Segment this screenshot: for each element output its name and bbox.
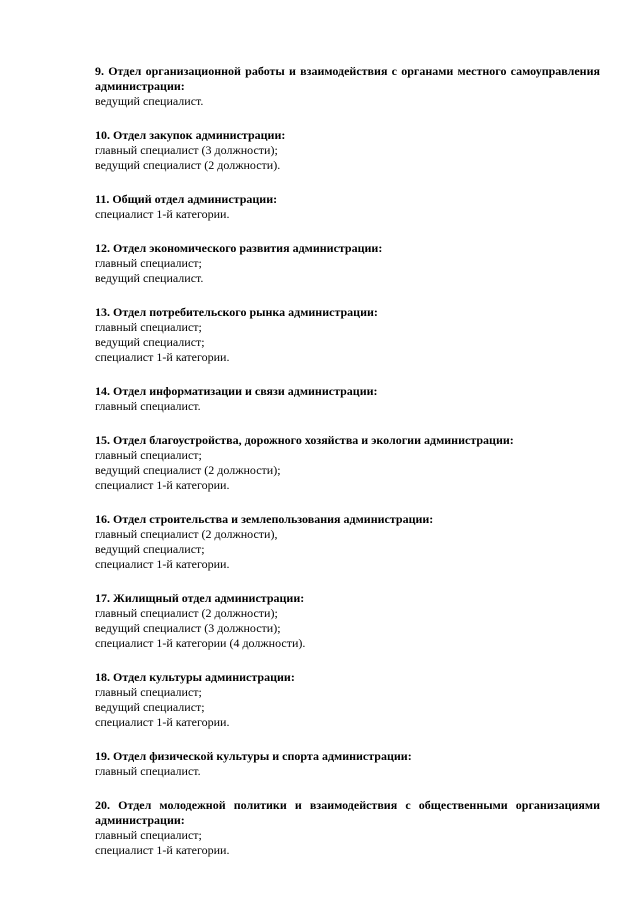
position-line: специалист 1-й категории. bbox=[95, 557, 230, 571]
section-heading: 15. Отдел благоустройства, дорожного хозяйства и экологии администрации: bbox=[95, 433, 514, 447]
position-line: ведущий специалист (3 должности); bbox=[95, 621, 281, 635]
position-line: специалист 1-й категории. bbox=[95, 478, 230, 492]
section-heading: 17. Жилищный отдел администрации: bbox=[95, 591, 305, 605]
position-line: главный специалист (3 должности); bbox=[95, 143, 278, 157]
section-20 bbox=[95, 798, 600, 858]
position-line: специалист 1-й категории. bbox=[95, 207, 230, 221]
section-heading: 10. Отдел закупок администрации: bbox=[95, 128, 286, 142]
position-line: главный специалист (2 должности); bbox=[95, 606, 278, 620]
position-line: главный специалист; bbox=[95, 448, 202, 462]
section-15 bbox=[95, 433, 600, 493]
position-line: ведущий специалист; bbox=[95, 335, 205, 349]
section-11 bbox=[95, 192, 600, 222]
position-line: главный специалист. bbox=[95, 764, 201, 778]
position-line: ведущий специалист; bbox=[95, 542, 205, 556]
position-line: специалист 1-й категории. bbox=[95, 843, 230, 857]
section-16 bbox=[95, 512, 600, 572]
section-12 bbox=[95, 241, 600, 286]
position-line: главный специалист; bbox=[95, 685, 202, 699]
position-line: ведущий специалист (2 должности). bbox=[95, 158, 281, 172]
position-line: специалист 1-й категории. bbox=[95, 350, 230, 364]
section-heading: 12. Отдел экономического развития администрации: bbox=[95, 241, 383, 255]
section-13 bbox=[95, 305, 600, 365]
document-body bbox=[95, 64, 600, 877]
section-heading: 16. Отдел строительства и землепользования администрации: bbox=[95, 512, 434, 526]
position-line: ведущий специалист. bbox=[95, 94, 204, 108]
section-heading: 18. Отдел культуры администрации: bbox=[95, 670, 295, 684]
section-heading: 20. Отдел молодежной политики и взаимодействия с общественными организациями администрации: bbox=[95, 798, 600, 827]
section-10 bbox=[95, 128, 600, 173]
section-9 bbox=[95, 64, 600, 109]
position-line: главный специалист; bbox=[95, 256, 202, 270]
section-heading: 14. Отдел информатизации и связи администрации: bbox=[95, 384, 378, 398]
section-heading: 11. Общий отдел администрации: bbox=[95, 192, 278, 206]
position-line: специалист 1-й категории (4 должности). bbox=[95, 636, 306, 650]
section-14 bbox=[95, 384, 600, 414]
section-17 bbox=[95, 591, 600, 651]
position-line: ведущий специалист; bbox=[95, 700, 205, 714]
section-19 bbox=[95, 749, 600, 779]
position-line: ведущий специалист. bbox=[95, 271, 204, 285]
position-line: главный специалист. bbox=[95, 399, 201, 413]
section-18 bbox=[95, 670, 600, 730]
section-heading: 19. Отдел физической культуры и спорта администрации: bbox=[95, 749, 412, 763]
position-line: специалист 1-й категории. bbox=[95, 715, 230, 729]
position-line: главный специалист; bbox=[95, 320, 202, 334]
position-line: главный специалист (2 должности), bbox=[95, 527, 278, 541]
section-heading: 13. Отдел потребительского рынка администрации: bbox=[95, 305, 378, 319]
position-line: главный специалист; bbox=[95, 828, 202, 842]
section-heading: 9. Отдел организационной работы и взаимодействия с органами местного самоуправления администрации: bbox=[95, 64, 600, 93]
position-line: ведущий специалист (2 должности); bbox=[95, 463, 281, 477]
